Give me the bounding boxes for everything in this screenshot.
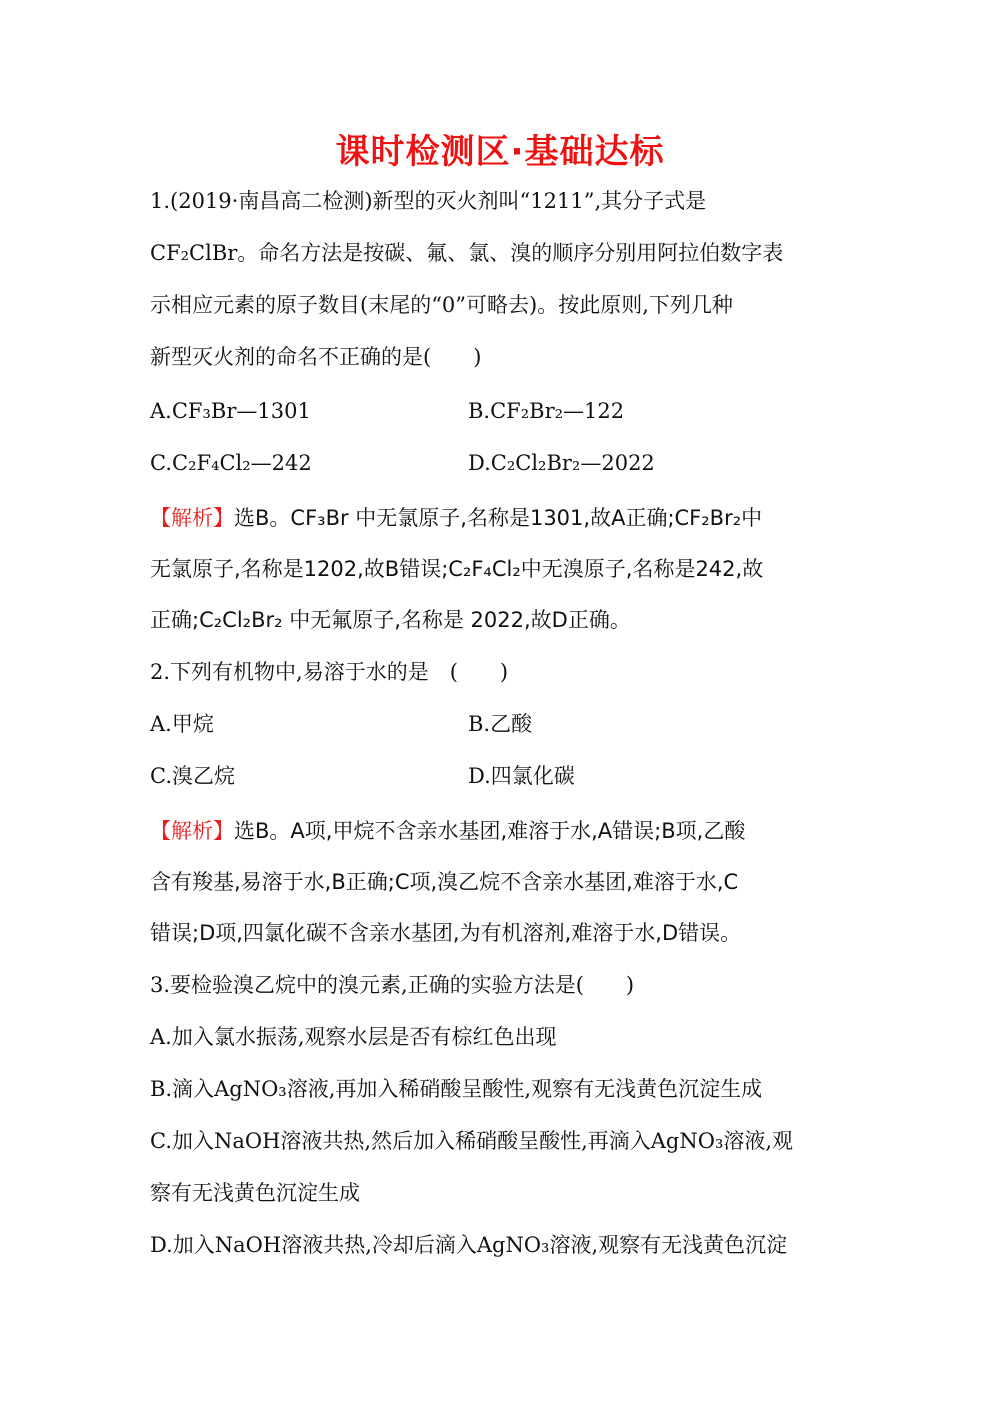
analysis-label: 【解析】 (150, 819, 234, 843)
q2-option-b: B.乙酸 (468, 712, 533, 736)
q1-stem-line-4: 新型灭火剂的命名不正确的是( ) (150, 345, 482, 369)
q2-stem: 2.下列有机物中,易溶于水的是 ( ) (150, 660, 509, 684)
q3-option-c-line-2: 察有无浅黄色沉淀生成 (150, 1181, 360, 1205)
q1-stem-line-2: CF₂ClBr。命名方法是按碳、氟、氯、溴的顺序分别用阿拉伯数字表 (150, 241, 784, 265)
q1-option-a: A.CF₃Br—1301 (150, 399, 311, 423)
q1-analysis-line-1 (150, 503, 762, 533)
q2-analysis-text-1: 选B。A项,甲烷不含亲水基团,难溶于水,A错误;B项,乙酸 (234, 819, 746, 843)
q3-option-a: A.加入氯水振荡,观察水层是否有棕红色出现 (150, 1025, 557, 1049)
q2-option-a: A.甲烷 (150, 712, 214, 736)
q3-stem: 3.要检验溴乙烷中的溴元素,正确的实验方法是( ) (150, 973, 635, 997)
q3-option-d: D.加入NaOH溶液共热,冷却后滴入AgNO₃溶液,观察有无浅黄色沉淀 (150, 1233, 788, 1257)
q1-stem-line-3: 示相应元素的原子数目(末尾的“0”可略去)。按此原则,下列几种 (150, 293, 733, 317)
q2-option-c: C.溴乙烷 (150, 764, 235, 788)
q2-analysis-line-2: 含有羧基,易溶于水,B正确;C项,溴乙烷不含亲水基团,难溶于水,C (150, 870, 739, 894)
q1-analysis-line-2: 无氯原子,名称是1202,故B错误;C₂F₄Cl₂中无溴原子,名称是242,故 (150, 557, 764, 581)
q3-option-c-line-1: C.加入NaOH溶液共热,然后加入稀硝酸呈酸性,再滴入AgNO₃溶液,观 (150, 1129, 794, 1153)
q2-analysis-line-1 (150, 816, 745, 846)
q1-option-c: C.C₂F₄Cl₂—242 (150, 451, 312, 475)
page-title: 课时检测区·基础达标 (335, 132, 665, 172)
q1-analysis-line-3: 正确;C₂Cl₂Br₂ 中无氟原子,名称是 2022,故D正确。 (150, 608, 631, 632)
q1-option-b: B.CF₂Br₂—122 (468, 399, 625, 423)
analysis-label: 【解析】 (150, 506, 234, 530)
q2-option-d: D.四氯化碳 (468, 764, 575, 788)
q1-analysis-text-1: 选B。CF₃Br 中无氯原子,名称是1301,故A正确;CF₂Br₂中 (234, 506, 763, 530)
q1-stem-line-1: 1.(2019·南昌高二检测)新型的灭火剂叫“1211”,其分子式是 (150, 189, 707, 213)
q3-option-b: B.滴入AgNO₃溶液,再加入稀硝酸呈酸性,观察有无浅黄色沉淀生成 (150, 1077, 763, 1101)
q2-analysis-line-3: 错误;D项,四氯化碳不含亲水基团,为有机溶剂,难溶于水,D错误。 (150, 921, 742, 945)
q1-option-d: D.C₂Cl₂Br₂—2022 (468, 451, 655, 475)
